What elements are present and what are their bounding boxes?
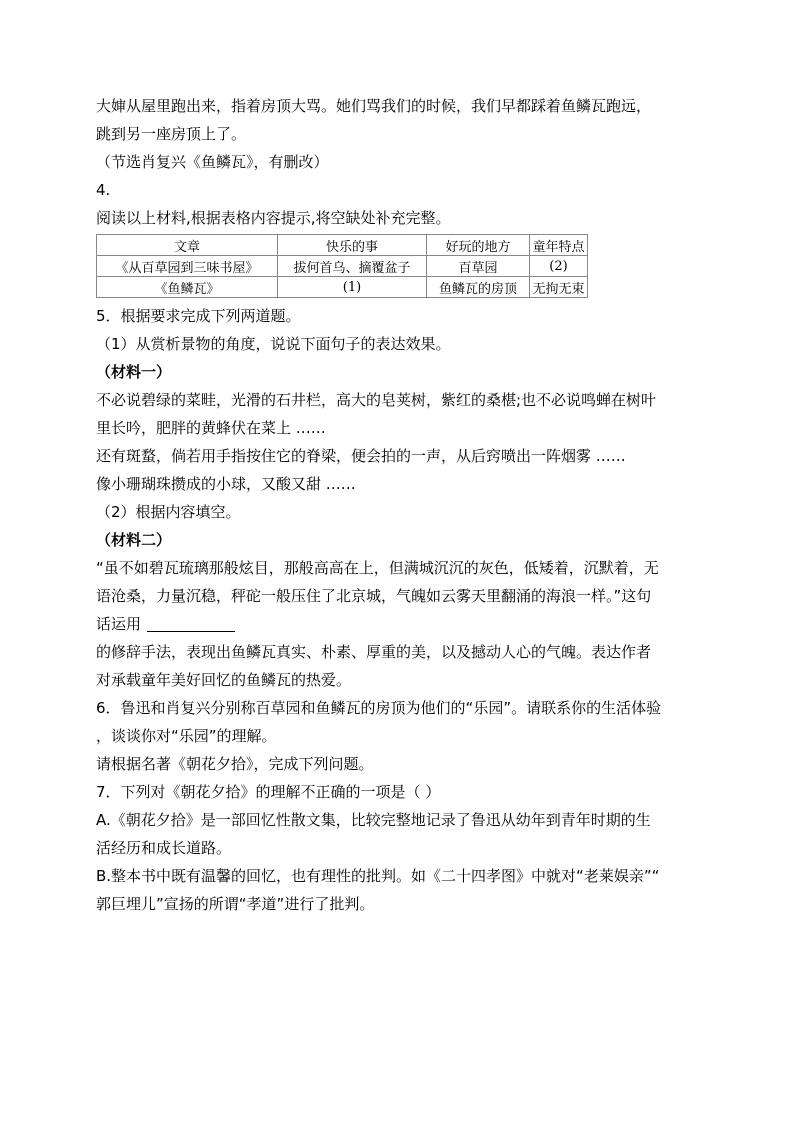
material-1-line: 还有斑蝥，倘若用手指按住它的脊梁，便会拍的一声，从后窍喷出一阵烟雾 …… xyxy=(96,447,626,465)
fill-in-line xyxy=(96,610,702,638)
question-6-line: 6．鲁迅和肖复兴分别称百草园和鱼鳞瓦的房顶为他们的“乐园”。请联系你的生活体验 xyxy=(96,699,662,717)
table-row xyxy=(97,277,588,298)
table-cell: 《鱼鳞瓦》 xyxy=(97,277,278,298)
material-2-line: “虽不如碧瓦琉璃那般炫目，那般高高在上，但满城沉沉的灰色，低矮着，沉默着，无 xyxy=(96,559,659,577)
material-2-line: 语沧桑，力量沉稳，秤砣一般压住了北京城，气魄如云雾天里翻涌的海浪一样。”这句 xyxy=(96,587,652,605)
fill-in-prefix: 话运用 xyxy=(96,615,142,633)
material-1-line: 里长吟，肥胖的黄蜂伏在菜上 …… xyxy=(96,419,326,437)
material-1-label: （材料一） xyxy=(96,363,172,381)
question-5-title: 5．根据要求完成下列两道题。 xyxy=(96,307,301,325)
question-4-prompt: 阅读以上材料,根据表格内容提示,将空缺处补充完整。 xyxy=(96,209,451,227)
table-cell: 鱼鳞瓦的房顶 xyxy=(427,277,530,298)
question-5-sub-2: （2）根据内容填空。 xyxy=(96,503,241,521)
option-b-line[interactable]: 郭巨埋儿”宣扬的所谓“孝道”进行了批判。 xyxy=(96,895,375,913)
table-cell: 《从百草园到三味书屋》 xyxy=(97,256,278,277)
comparison-table xyxy=(96,234,588,298)
table-header-cell: 快乐的事 xyxy=(278,235,427,256)
fill-in-blank[interactable] xyxy=(147,613,235,632)
question-number-4: 4. xyxy=(96,181,111,199)
question-6-line: ，谈谈你对“乐园”的理解。 xyxy=(96,727,277,745)
table-cell: 百草园 xyxy=(427,256,530,277)
table-cell-blank-2[interactable]: (2) xyxy=(530,256,588,277)
material-2-line: 对承载童年美好回忆的鱼鳞瓦的热爱。 xyxy=(96,671,352,689)
passage-line: 大婶从屋里跑出来，指着房顶大骂。她们骂我们的时候，我们早都踩着鱼鳞瓦跑远， xyxy=(96,97,652,115)
document-page xyxy=(96,92,702,918)
question-7-title: 7．下列对《朝花夕拾》的理解不正确的一项是（ ） xyxy=(96,783,441,801)
table-header-row xyxy=(97,235,588,256)
table-cell-blank-1[interactable]: (1) xyxy=(278,277,427,298)
question-5-sub-1: （1）从赏析景物的角度，说说下面句子的表达效果。 xyxy=(96,335,451,353)
table-cell: 无拘无束 xyxy=(530,277,588,298)
material-1-line: 不必说碧绿的菜畦，光滑的石井栏，高大的皂荚树，紫红的桑椹;也不必说鸣蝉在树叶 xyxy=(96,391,657,409)
table-cell: 拔何首乌、摘覆盆子 xyxy=(278,256,427,277)
table-header-cell: 童年特点 xyxy=(530,235,588,256)
passage-line: 跳到另一座房顶上了。 xyxy=(96,125,247,143)
material-2-label: （材料二） xyxy=(96,531,172,549)
section-instruction: 请根据名著《朝花夕拾》，完成下列问题。 xyxy=(96,755,374,773)
table-row xyxy=(97,256,588,277)
table-header-cell: 好玩的地方 xyxy=(427,235,530,256)
source-note: （节选肖复兴《鱼鳞瓦》，有删改） xyxy=(96,153,329,171)
material-2-line: 的修辞手法，表现出鱼鳞瓦真实、朴素、厚重的美，以及撼动人心的气魄。表达作者 xyxy=(96,643,652,661)
option-b-line[interactable]: B.整本书中既有温馨的回忆，也有理性的批判。如《二十四孝图》中就对“老莱娱亲”“ xyxy=(96,867,660,885)
material-1-line: 像小珊瑚珠攒成的小球，又酸又甜 …… xyxy=(96,475,356,493)
table-header-cell: 文章 xyxy=(97,235,278,256)
option-a-line[interactable]: 活经历和成长道路。 xyxy=(96,839,232,857)
option-a-line[interactable]: A.《朝花夕拾》是一部回忆性散文集，比较完整地记录了鲁迅从幼年到青年时期的生 xyxy=(96,811,651,829)
